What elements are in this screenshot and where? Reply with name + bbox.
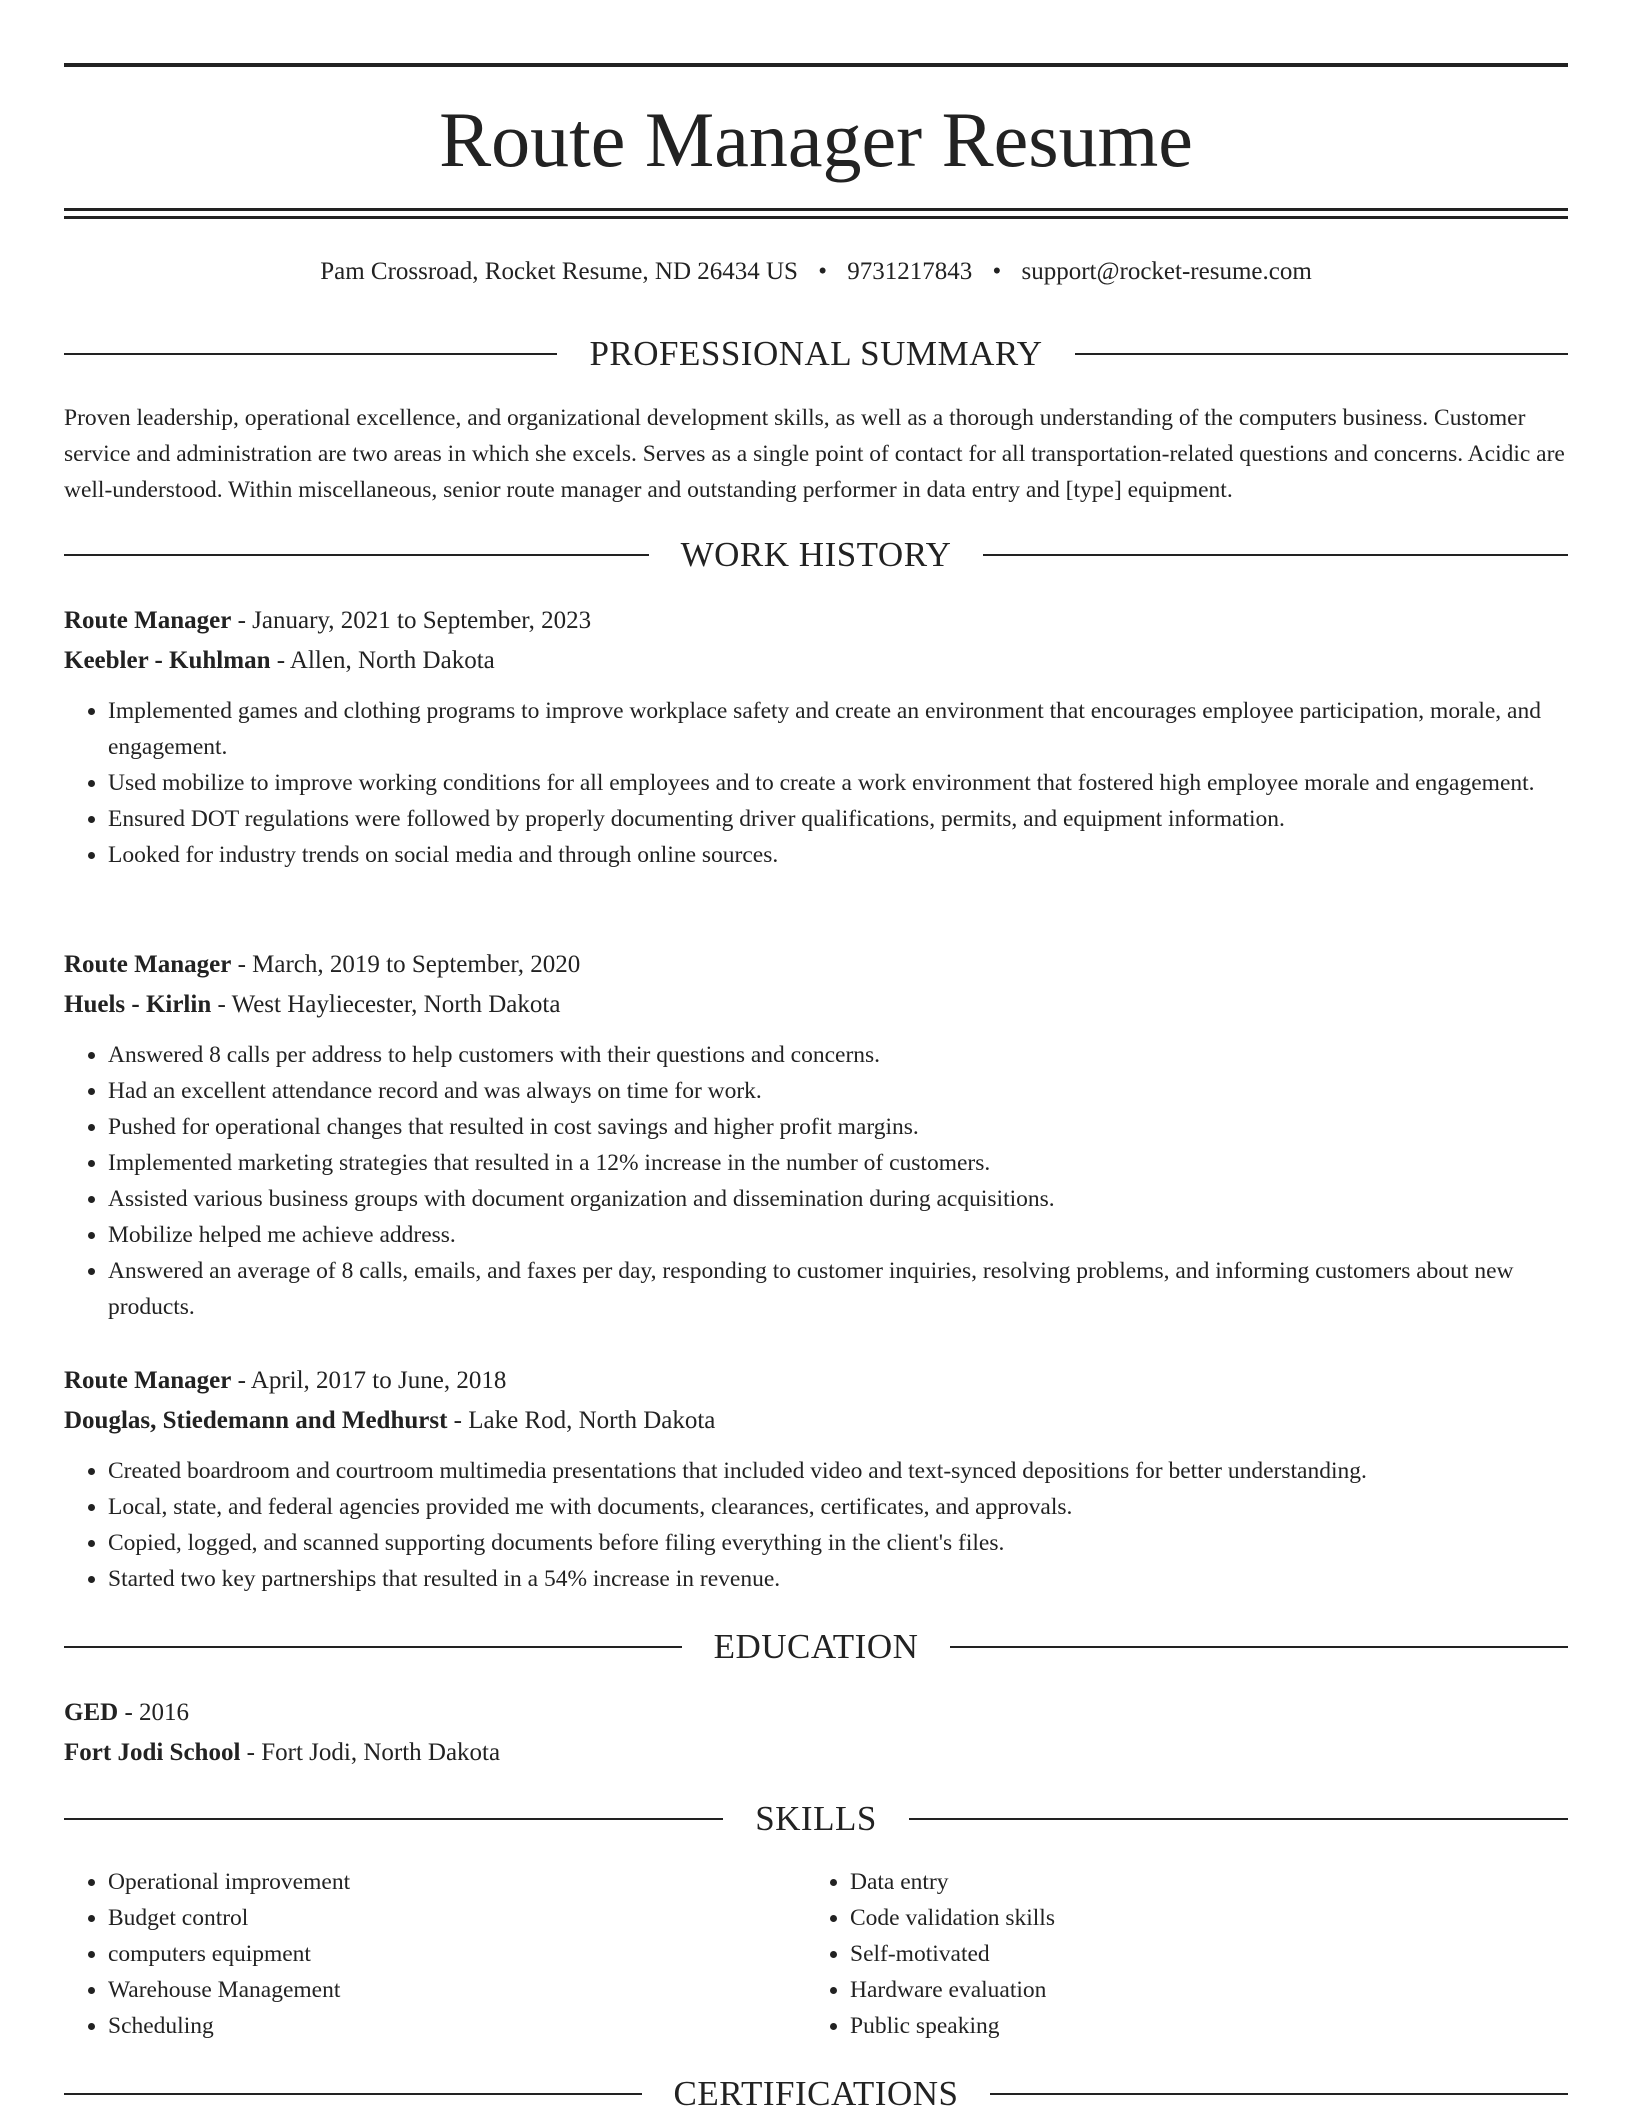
job-bullet: • Answered 8 calls per address to help customers with their questions and concerns. [108,1037,1568,1073]
education-entry [64,1693,1568,1773]
job-bullet: • Implemented games and clothing programs to improve workplace safety and create an environment that encourages employee participation, morale, and engagement. [108,693,1568,765]
job-bullet: • Ensured DOT regulations were followed by properly documenting driver qualifications, permits, and equipment information. [108,801,1568,837]
job-title: Route Manager [64,1367,232,1394]
skill-item: • Budget control [108,1900,806,1936]
education-degree-line [64,1693,1568,1733]
education-school-line [64,1733,1568,1773]
section-title: CERTIFICATIONS [673,2074,959,2113]
contact-separator: • [818,258,827,285]
summary-text: Proven leadership, operational excellence, and organizational development skills, as well as a thorough understanding of the computers business. Customer service and administration are two areas in which she excels. Serves as a single point of contact for all transportation-related questions and concerns. Acidic are well-understood. Within miscellaneous, senior route manager and outstanding performer in data entry and [type] equipment. [64,405,1565,503]
job-entry [64,945,1568,1325]
skill-item: • Data entry [850,1864,1548,1900]
job-bullets [64,1037,1568,1325]
heading-rule [64,353,557,355]
section-heading-skills [64,1797,1568,1841]
contact-phone: 9731217843 [847,258,973,285]
section-title: EDUCATION [713,1627,919,1666]
job-dates: - January, 2021 to September, 2023 [231,607,592,634]
heading-rule [64,1646,682,1648]
job-dates: - April, 2017 to June, 2018 [231,1367,507,1394]
contact-email[interactable]: support@rocket-resume.com [1021,258,1312,285]
job-location: - Allen, North Dakota [270,647,495,674]
job-title-line [64,1361,1568,1401]
heading-rule [1075,353,1568,355]
job-title-line [64,601,1568,641]
job-bullet: • Implemented marketing strategies that resulted in a 12% increase in the number of customers. [108,1145,1568,1181]
resume-title: Route Manager Resume [439,96,1193,183]
job-bullets [64,693,1568,873]
skill-item: • Code validation skills [850,1900,1548,1936]
job-title: Route Manager [64,951,232,978]
job-bullet: • Looked for industry trends on social media and through online sources. [108,837,1568,873]
section-title: SKILLS [755,1799,877,1838]
contact-separator: • [992,258,1002,285]
section-title: WORK HISTORY [680,535,952,574]
job-bullet: • Used mobilize to improve working conditions for all employees and to create a work environment that fostered high employee morale and engagement. [108,765,1568,801]
job-bullets [64,1453,1568,1597]
heading-rule [64,1818,723,1820]
skills-column-left [64,1864,806,2044]
contact-address: Pam Crossroad, Rocket Resume, ND 26434 US [320,258,798,285]
section-heading-certifications [64,2072,1568,2116]
job-bullet: • Created boardroom and courtroom multimedia presentations that included video and text-synced depositions for better understanding. [108,1453,1568,1489]
job-company-line [64,641,1568,681]
header-bottom-rule [64,216,1568,219]
job-company-line [64,1401,1568,1441]
skill-item: • Warehouse Management [108,1972,806,2008]
skill-item: • Operational improvement [108,1864,806,1900]
header-top-rule [64,63,1568,67]
skill-item: • Hardware evaluation [850,1972,1548,2008]
section-heading-education [64,1625,1568,1669]
education-year: - 2016 [118,1699,190,1726]
job-title-line [64,945,1568,985]
contact-line [64,254,1568,290]
skill-item: • Self-motivated [850,1936,1548,1972]
skill-item: • Scheduling [108,2008,806,2044]
job-bullet: • Had an excellent attendance record and was always on time for work. [108,1073,1568,1109]
job-bullet: • Answered an average of 8 calls, emails, and faxes per day, responding to customer inquiries, resolving problems, and informing customers about new products. [108,1253,1568,1325]
skill-item: • Public speaking [850,2008,1548,2044]
heading-rule [909,1818,1568,1820]
section-heading-summary [64,332,1568,376]
job-bullet: • Copied, logged, and scanned supporting documents before filing everything in the client's files. [108,1525,1568,1561]
job-bullet: • Pushed for operational changes that resulted in cost savings and higher profit margins. [108,1109,1568,1145]
heading-rule [950,1646,1568,1648]
job-dates: - March, 2019 to September, 2020 [231,951,581,978]
education-location: - Fort Jodi, North Dakota [240,1739,501,1766]
job-title: Route Manager [64,607,232,634]
skills-list [64,1864,1568,2044]
job-bullet: • Local, state, and federal agencies provided me with documents, clearances, certificates, and approvals. [108,1489,1568,1525]
job-company: Keebler - Kuhlman [64,647,271,674]
heading-rule [990,2093,1568,2095]
job-bullet: • Mobilize helped me achieve address. [108,1217,1568,1253]
job-company: Douglas, Stiedemann and Medhurst [64,1407,448,1434]
header-bottom-rule [64,208,1568,211]
job-bullet: • Started two key partnerships that resulted in a 54% increase in revenue. [108,1561,1568,1597]
education-degree: GED [64,1699,119,1726]
heading-rule [64,2093,642,2095]
job-location: - Lake Rod, North Dakota [447,1407,716,1434]
job-entry [64,601,1568,873]
job-company: Huels - Kirlin [64,991,212,1018]
job-company-line [64,985,1568,1025]
skill-item: • computers equipment [108,1936,806,1972]
education-school: Fort Jodi School [64,1739,241,1766]
job-bullet: • Assisted various business groups with document organization and dissemination during acquisitions. [108,1181,1568,1217]
heading-rule [64,554,649,556]
heading-rule [983,554,1568,556]
section-title: PROFESSIONAL SUMMARY [589,334,1043,373]
job-location: - West Hayliecester, North Dakota [211,991,561,1018]
job-entry [64,1361,1568,1597]
section-heading-work-history [64,533,1568,577]
skills-column-right [806,1864,1548,2044]
